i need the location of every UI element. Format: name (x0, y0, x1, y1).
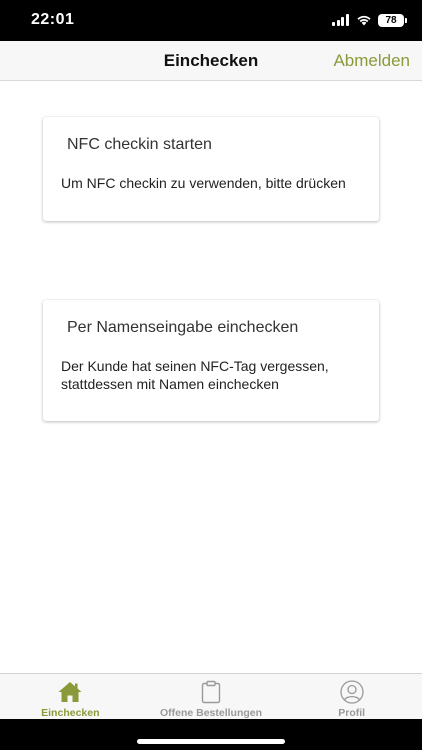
card-title: Per Namenseingabe einchecken (67, 319, 299, 336)
home-indicator[interactable] (137, 739, 285, 744)
nfc-checkin-card[interactable] (43, 117, 379, 221)
wifi-icon (356, 14, 372, 26)
card-description: Der Kunde hat seinen NFC-Tag vergessen, stattdessen mit Namen einchecken (61, 358, 329, 392)
card-title: NFC checkin starten (67, 136, 212, 153)
tab-open-orders[interactable] (141, 674, 282, 719)
user-icon (339, 680, 365, 704)
status-icons (332, 12, 404, 28)
home-indicator-area (0, 719, 422, 750)
tab-label: Einchecken (41, 707, 100, 719)
signal-icon (332, 14, 350, 26)
card-description: Um NFC checkin zu verwenden, bitte drücken (61, 175, 346, 191)
name-checkin-card[interactable] (43, 300, 379, 421)
tab-label: Profil (338, 707, 366, 719)
tab-label: Offene Bestellungen (159, 707, 263, 719)
clipboard-icon (198, 680, 224, 704)
navigation-bar (0, 41, 422, 81)
tab-bar (0, 673, 422, 719)
status-time: 22:01 (31, 11, 75, 28)
status-bar (0, 0, 422, 41)
page-title: Einchecken (163, 51, 259, 70)
home-icon (57, 680, 83, 704)
battery-icon: 78 (378, 14, 404, 27)
logout-button[interactable]: Abmelden (333, 51, 410, 70)
tab-profile[interactable] (281, 674, 422, 719)
tab-einchecken[interactable] (0, 674, 141, 719)
